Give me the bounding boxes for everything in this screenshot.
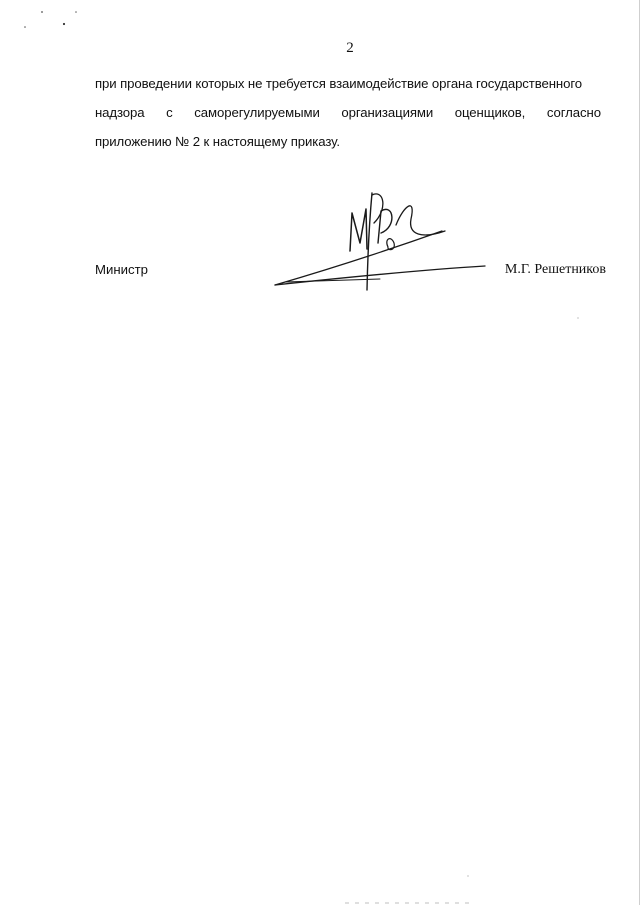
body-word: оценщиков,	[454, 105, 526, 120]
page-number: 2	[346, 40, 354, 56]
body-word: согласно	[546, 105, 601, 120]
body-word: организациями	[341, 105, 434, 120]
body-paragraph	[95, 74, 601, 161]
body-word: с	[166, 105, 173, 120]
body-line-2	[95, 103, 601, 132]
body-line-1	[95, 74, 601, 103]
body-word: саморегулируемыми	[194, 105, 320, 120]
body-line-1-text: при проведении которых не требуется взаимодействие органа государственного	[95, 76, 582, 91]
signer-name: М.Г. Решетников	[504, 262, 606, 277]
signer-position: Министр	[95, 262, 148, 277]
signature-row	[95, 262, 606, 282]
body-line-3-text: приложению № 2 к настоящему приказу.	[95, 134, 340, 149]
body-word: надзора	[95, 105, 145, 120]
body-line-3	[95, 132, 601, 161]
